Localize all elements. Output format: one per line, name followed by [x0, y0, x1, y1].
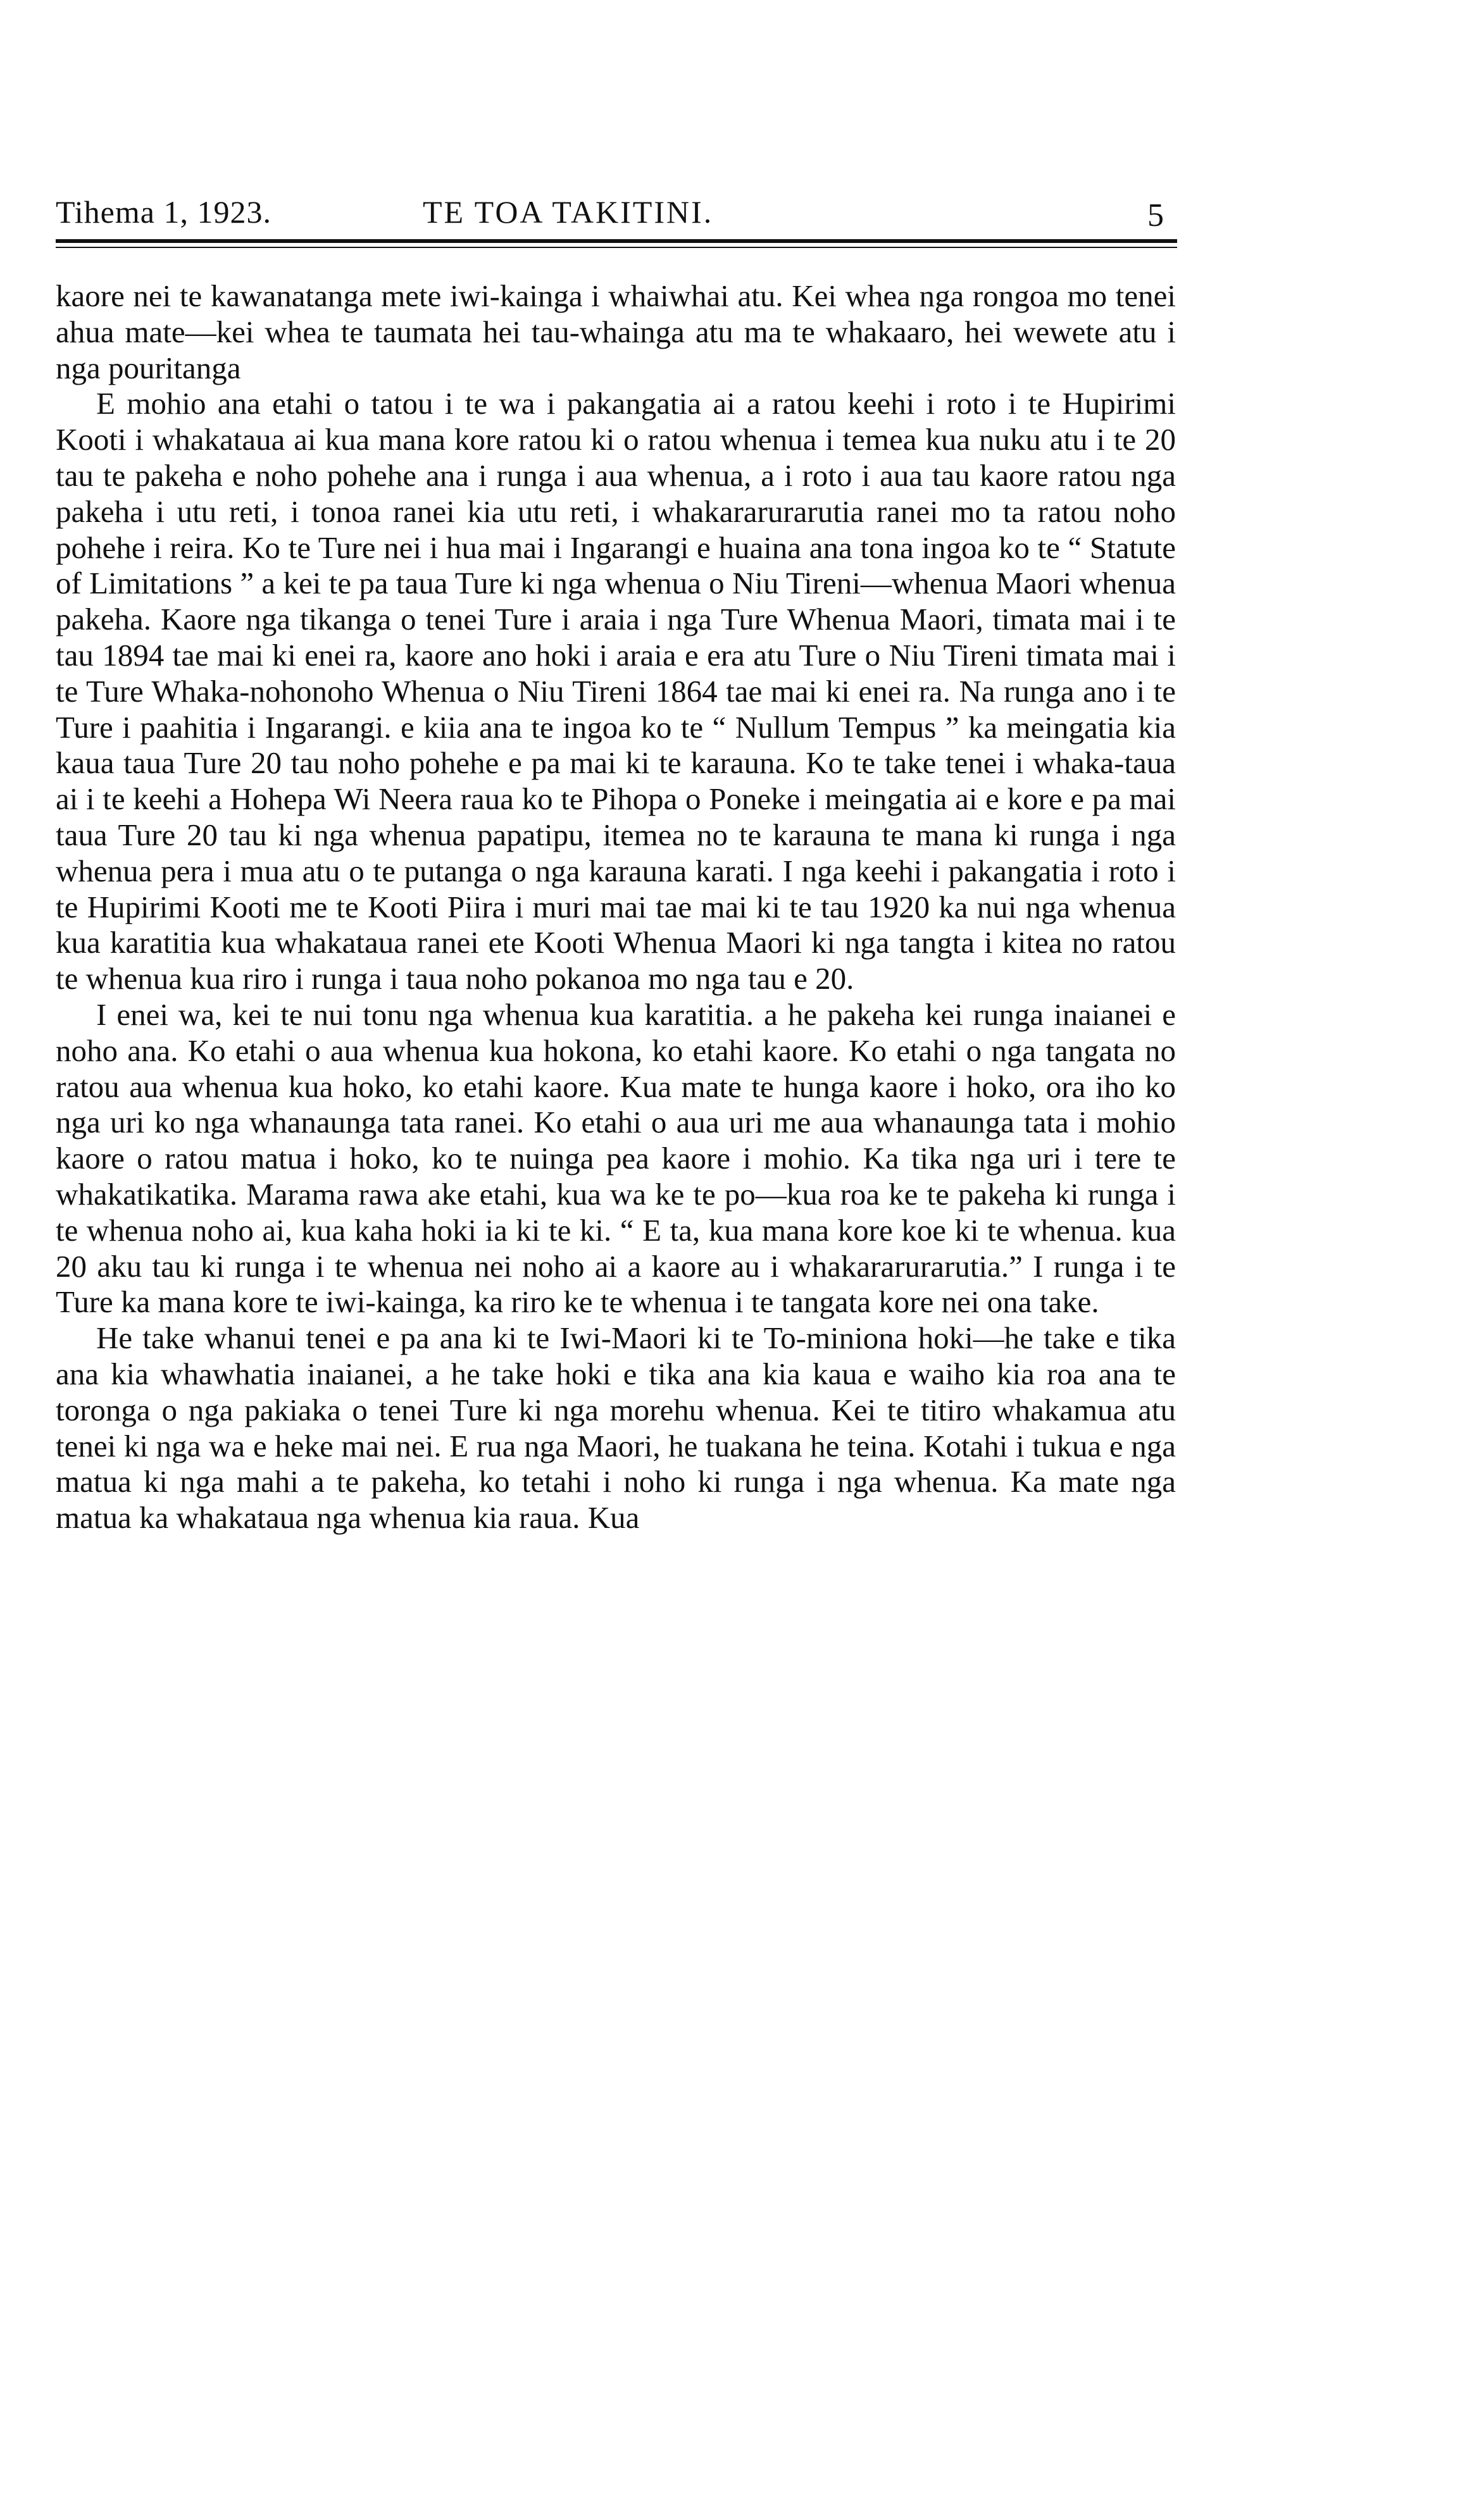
header-rule-thick — [56, 239, 1177, 243]
running-header — [56, 187, 1177, 237]
header-date: Tihema 1, 1923. — [56, 194, 271, 230]
paragraph: E mohio ana etahi o tatou i te wa i pakangatia ai a ratou keehi i roto i te Hupirimi Kooti i whakataua ai kua mana kore ratou ki o ratou whenua i temea kua nuku atu i te 20 tau te pakeha e noho pohehe ana i runga i aua whenua, a i roto i aua tau kaore ratou nga pakeha i utu reti, i tonoa ranei kia utu reti, i whakararurarutia ranei mo ta ratou noho pohehe i reira. Ko te Ture nei i hua mai i Ingarangi e huaina ana tona ingoa ko te “ Statute of Limitations ” a kei te pa taua Ture ki nga whenua o Niu Tireni—whenua Maori whenua pakeha. Kaore nga tikanga o tenei Ture i araia i nga Ture Whenua Maori, timata mai i te tau 1894 tae mai ki enei ra, kaore ano hoki i araia e era atu Ture o Niu Tireni timata mai i te Ture Whaka-nohonoho Whenua o Niu Tireni 1864 tae mai ki enei ra. Na runga ano i te Ture i paahitia i Ingarangi. e kiia ana te ingoa ko te “ Nullum Tempus ” ka meingatia kia kaua taua Ture 20 tau noho pohehe e pa mai ki te karauna. Ko te take tenei i whaka-taua ai i te keehi a Hohepa Wi Neera raua ko te Pihopa o Poneke i meingatia ai e kore e pa mai taua Ture 20 tau ki nga whenua papatipu, itemea no te karauna te mana ki runga i nga whenua pera i mua atu o te putanga o nga karauna karati. I nga keehi i pakangatia i roto i te Hupirimi Kooti me te Kooti Piira i muri mai tae mai ki te tau 1920 ka nui nga whenua kua karatitia kua whakataua ranei ete Kooti Whenua Maori ki nga tangta i kitea no ratou te whenua kua riro i runga i taua noho pokanoa mo nga tau e 20. — [56, 386, 1176, 996]
header-title: TE TOA TAKITINI. — [423, 194, 714, 230]
paragraph: He take whanui tenei e pa ana ki te Iwi-Maori ki te To-miniona hoki—he take e tika ana kia whawhatia inaianei, a he take hoki e tika ana kia kaua e waiho kia roa ana te toronga o nga pakiaka o tenei Ture ki nga morehu whenua. Kei te titiro whakamua atu tenei ki nga wa e heke mai nei. E rua nga Maori, he tuakana he teina. Kotahi i tukua e nga matua ki nga mahi a te pakeha, ko tetahi i noho ki runga i nga whenua. Ka mate nga matua ka whakataua nga whenua kia raua. Kua — [56, 1320, 1176, 1536]
header-rule-thin — [56, 247, 1177, 248]
paragraph-continued: kaore nei te kawanatanga mete iwi-kainga i whaiwhai atu. Kei whea nga rongoa mo tenei ahua mate—kei whea te taumata hei tau-whainga atu ma te whakaaro, hei wewete atu i nga pouritanga — [56, 278, 1176, 385]
paragraph: I enei wa, kei te nui tonu nga whenua kua karatitia. a he pakeha kei runga inaianei e noho ana. Ko etahi o aua whenua kua hokona, ko etahi kaore. Ko etahi o nga tangata no ratou aua whenua kua hoko, ko etahi kaore. Kua mate te hunga kaore i hoko, ora iho ko nga uri ko nga whanaunga tata ranei. Ko etahi o aua uri me aua whanaunga tata i mohio kaore o ratou matua i hoko, ko te nuinga pea kaore i mohio. Ka tika nga uri i tere te whakatikatika. Marama rawa ake etahi, kua wa ke te po—kua roa ke te pakeha ki runga i te whenua noho ai, kua kaha hoki ia ki te ki. “ E ta, kua mana kore koe ki te whenua. kua 20 aku tau ki runga i te whenua nei noho ai a kaore au i whakararurarutia.” I runga i te Ture ka mana kore te iwi-kainga, ka riro ke te whenua i te tangata kore nei ona take. — [56, 996, 1176, 1320]
article-body — [56, 278, 1176, 1536]
page-number: 5 — [1147, 197, 1164, 233]
